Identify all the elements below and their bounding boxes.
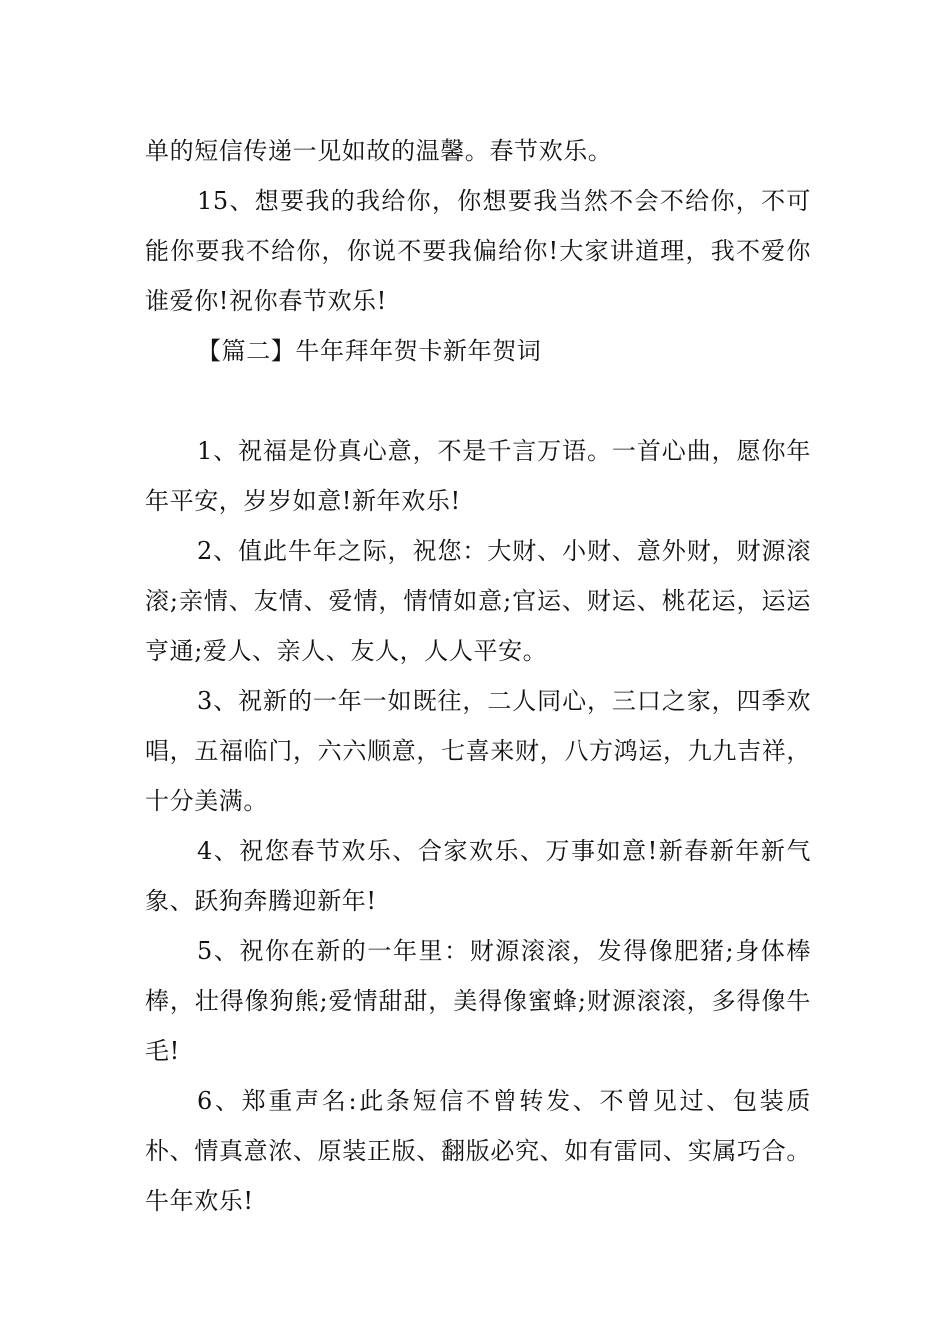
paragraph-item-5: 5、祝你在新的一年里：财源滚滚，发得像肥猪;身体棒棒，壮得像狗熊;爱情甜甜，美得像蜜蜂;财源滚滚，多得像牛毛! xyxy=(145,937,811,1065)
paragraph-item-1: 1、祝福是份真心意，不是千言万语。一首心曲，愿你年年平安，岁岁如意!新年欢乐! xyxy=(145,437,811,515)
paragraph-continuation: 单的短信传递一见如故的温馨。春节欢乐。 xyxy=(145,137,613,165)
paragraph-item-4: 4、祝您春节欢乐、合家欢乐、万事如意!新春新年新气象、跃狗奔腾迎新年! xyxy=(145,837,811,915)
paragraph-item-3: 3、祝新的一年一如既往，二人同心，三口之家，四季欢唱，五福临门，六六顺意，七喜来财，八方鸿运，九九吉祥，十分美满。 xyxy=(145,687,811,815)
paragraph-item-2: 2、值此牛年之际，祝您：大财、小财、意外财，财源滚滚;亲情、友情、爱情，情情如意;官运、财运、桃花运，运运亨通;爱人、亲人、友人，人人平安。 xyxy=(145,537,811,665)
paragraph-item-6: 6、郑重声名:此条短信不曾转发、不曾见过、包装质朴、情真意浓、原装正版、翻版必究、如有雷同、实属巧合。牛年欢乐! xyxy=(145,1087,811,1215)
document-body xyxy=(145,126,811,1226)
section-heading: 【篇二】牛年拜年贺卡新年贺词 xyxy=(197,337,542,365)
paragraph-item-15: 15、想要我的我给你，你想要我当然不会不给你，不可能你要我不给你，你说不要我偏给你!大家讲道理，我不爱你谁爱你!祝你春节欢乐! xyxy=(145,187,811,315)
blank-line xyxy=(145,376,811,426)
